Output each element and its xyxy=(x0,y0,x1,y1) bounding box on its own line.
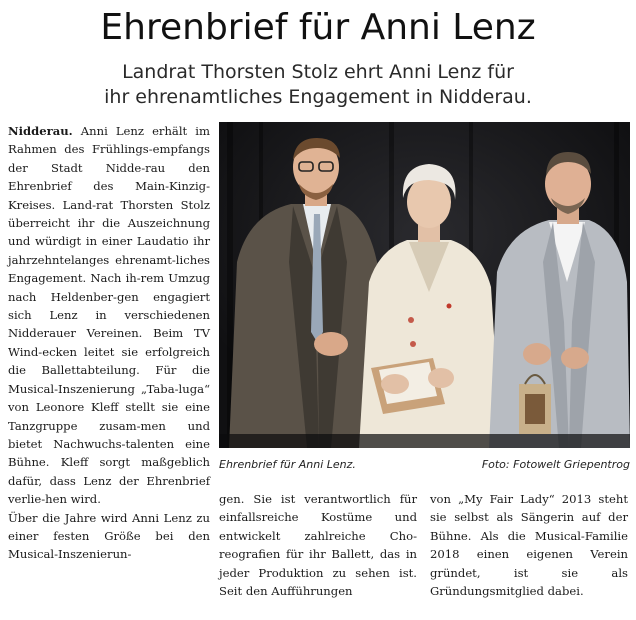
article-paragraph-4: von „My Fair Lady“ 2013 steht sie selbst als Sängerin auf der Bühne. Als die Musical-Familie 2018 einen eigenen Verein gründet, ist sie als Gründungsmitglied dabei. xyxy=(430,492,628,599)
article-column-1 xyxy=(8,122,210,564)
subheadline-line-2: ihr ehrenamtliches Engagement in Nidderau. xyxy=(104,86,532,108)
photo-caption-bar xyxy=(219,456,630,474)
award-ceremony-illustration xyxy=(219,122,630,448)
article-column-2 xyxy=(219,490,417,600)
article-column-3 xyxy=(430,490,628,600)
article-photo xyxy=(219,122,630,448)
photo-caption: Ehrenbrief für Anni Lenz. xyxy=(219,458,356,471)
paragraph-1-text: Anni Lenz erhält im Rahmen des Frühlings-empfangs der Stadt Nidde-rau den Ehrenbrief des Main-Kinzig-Kreises. Land-rat Thorsten Stolz überreicht ihr die Auszeichnung und würdigt in einer Laudatio ihr jahrzehntelanges ehrenamt-liches Engagement. Nach ih-rem Umzug nach Heldenber-gen engagiert sich Lenz in verschiedenen Nidderauer Vereinen. Beim TV Wind-ecken leitet sie erfolgreich die Ballettabteilung. Für die Musical-Inszenierung „Taba-luga“ von Leonore Kleff stellt sie eine Tanzgruppe zusam-men und bietet Nachwuchs-talenten eine Bühne. Kleff sorgt maßgeblich dafür, dass Lenz der Ehrenbrief verlie-hen wird. xyxy=(8,124,210,507)
article-paragraph-3: gen. Sie ist verantwortlich für einfallsreiche Kostüme und entwickelt zahlreiche Cho-reografien für ihr Ballett, das in jeder Produktion zu sehen ist. Seit den Aufführungen xyxy=(219,492,417,599)
subheadline xyxy=(0,60,636,110)
photo-credit: Foto: Fotowelt Griepentrog xyxy=(481,458,630,471)
article-paragraph-2: Über die Jahre wird Anni Lenz zu einer festen Größe bei den Musical-Inszenierun- xyxy=(8,510,210,562)
headline: Ehrenbrief für Anni Lenz xyxy=(100,7,536,48)
subheadline-line-1: Landrat Thorsten Stolz ehrt Anni Lenz für xyxy=(122,61,514,83)
dateline: Nidderau. xyxy=(8,124,73,138)
article-paragraph-1 xyxy=(8,122,210,509)
